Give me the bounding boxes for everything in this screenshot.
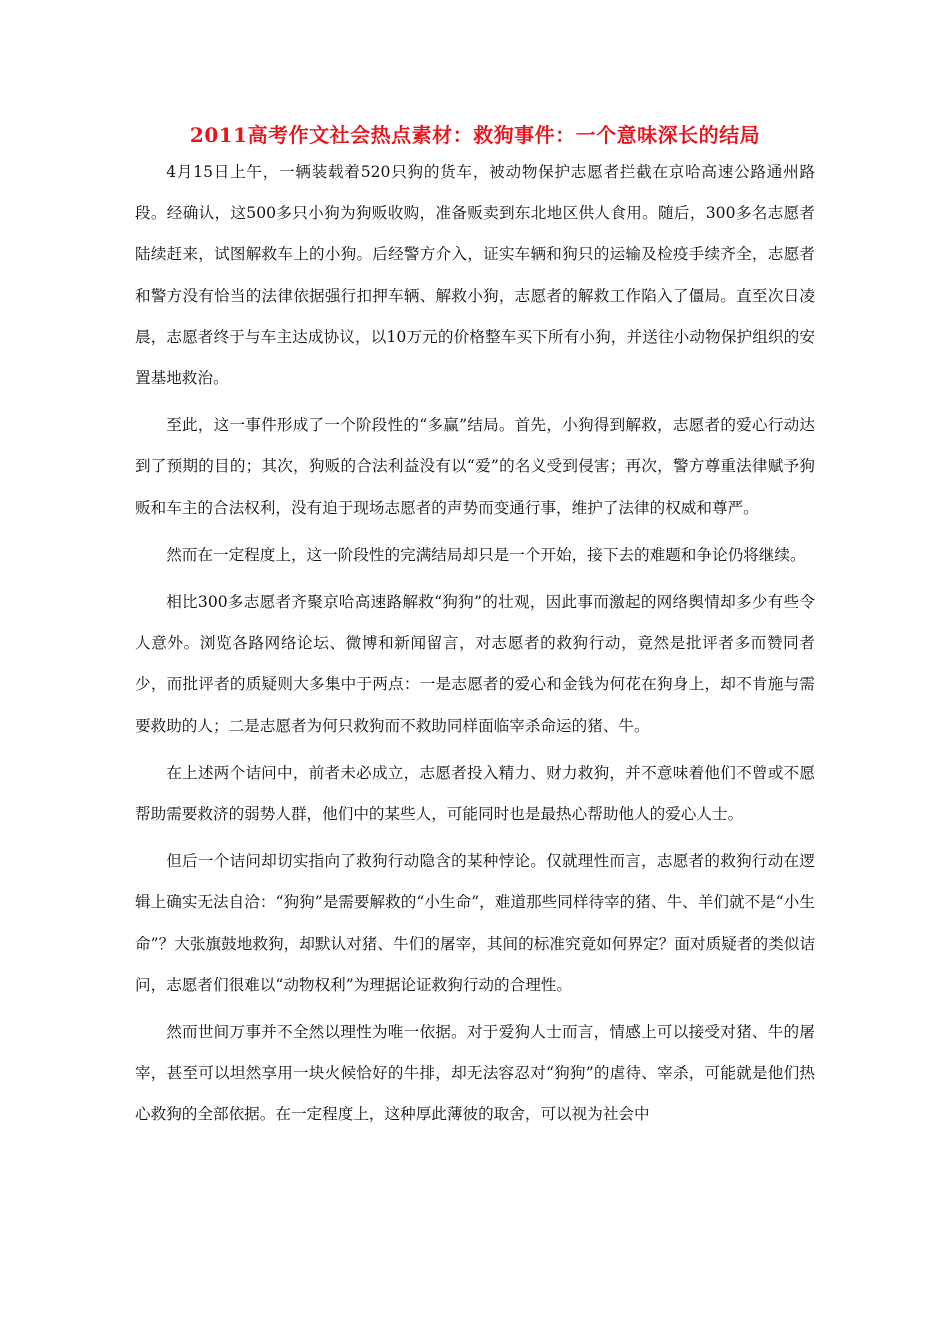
paragraph-7: 然而世间万事并不全然以理性为唯一依据。对于爱狗人士而言，情感上可以接受对猪、牛的屠宰，甚至可以坦然享用一块火候恰好的牛排，却无法容忍对“狗狗”的虐待、宰杀，可能就是他们热心救狗的全部依据。在一定程度上，这种厚此薄彼的取舍，可以视为社会中 bbox=[135, 1023, 815, 1124]
paragraph-5: 在上述两个诘问中，前者未必成立，志愿者投入精力、财力救狗，并不意味着他们不曾或不愿帮助需要救济的弱势人群，他们中的某些人，可能同时也是最热心帮助他人的爱心人士。 bbox=[135, 763, 815, 824]
paragraph-1: 4月15日上午，一辆装载着520只狗的货车，被动物保护志愿者拦截在京哈高速公路通州路段。经确认，这500多只小狗为狗贩收购，准备贩卖到东北地区供人食用。随后，300多名志愿者陆续赶来，试图解救车上的小狗。后经警方介入，证实车辆和狗只的运输及检疫手续齐全，志愿者和警方没有恰当的法律依据强行扣押车辆、解救小狗，志愿者的解救工作陷入了僵局。直至次日凌晨，志愿者终于与车主达成协议，以10万元的价格整车买下所有小狗，并送往小动物保护组织的安置基地救治。 bbox=[135, 163, 815, 388]
paragraph-6: 但后一个诘问却切实指向了救狗行动隐含的某种悖论。仅就理性而言，志愿者的救狗行动在逻辑上确实无法自洽：“狗狗”是需要解救的“小生命”，难道那些同样待宰的猪、牛、羊们就不是“小生命”？大张旗鼓地救狗，却默认对猪、牛们的屠宰，其间的标准究竟如何界定？面对质疑者的类似诘问，志愿者们很难以“动物权利”为理据论证救狗行动的合理性。 bbox=[135, 852, 815, 994]
paragraph-3: 然而在一定程度上，这一阶段性的完满结局却只是一个开始，接下去的难题和争论仍将继续。 bbox=[166, 545, 806, 564]
document-title: 2011高考作文社会热点素材：救狗事件：一个意味深长的结局 bbox=[189, 123, 761, 147]
paragraph-4: 相比300多志愿者齐聚京哈高速路解救“狗狗”的壮观，因此事而激起的网络舆情却多少有些令人意外。浏览各路网络论坛、微博和新闻留言，对志愿者的救狗行动，竟然是批评者多而赞同者少，而批评者的质疑则大多集中于两点：一是志愿者的爱心和金钱为何花在狗身上，却不肯施与需要救助的人；二是志愿者为何只救狗而不救助同样面临宰杀命运的猪、牛。 bbox=[135, 593, 815, 735]
paragraph-2: 至此，这一事件形成了一个阶段性的“多赢”结局。首先，小狗得到解救，志愿者的爱心行动达到了预期的目的；其次，狗贩的合法利益没有以“爱”的名义受到侵害；再次，警方尊重法律赋予狗贩和车主的合法权利，没有迫于现场志愿者的声势而变通行事，维护了法律的权威和尊严。 bbox=[135, 416, 815, 517]
document-body bbox=[135, 118, 815, 1142]
